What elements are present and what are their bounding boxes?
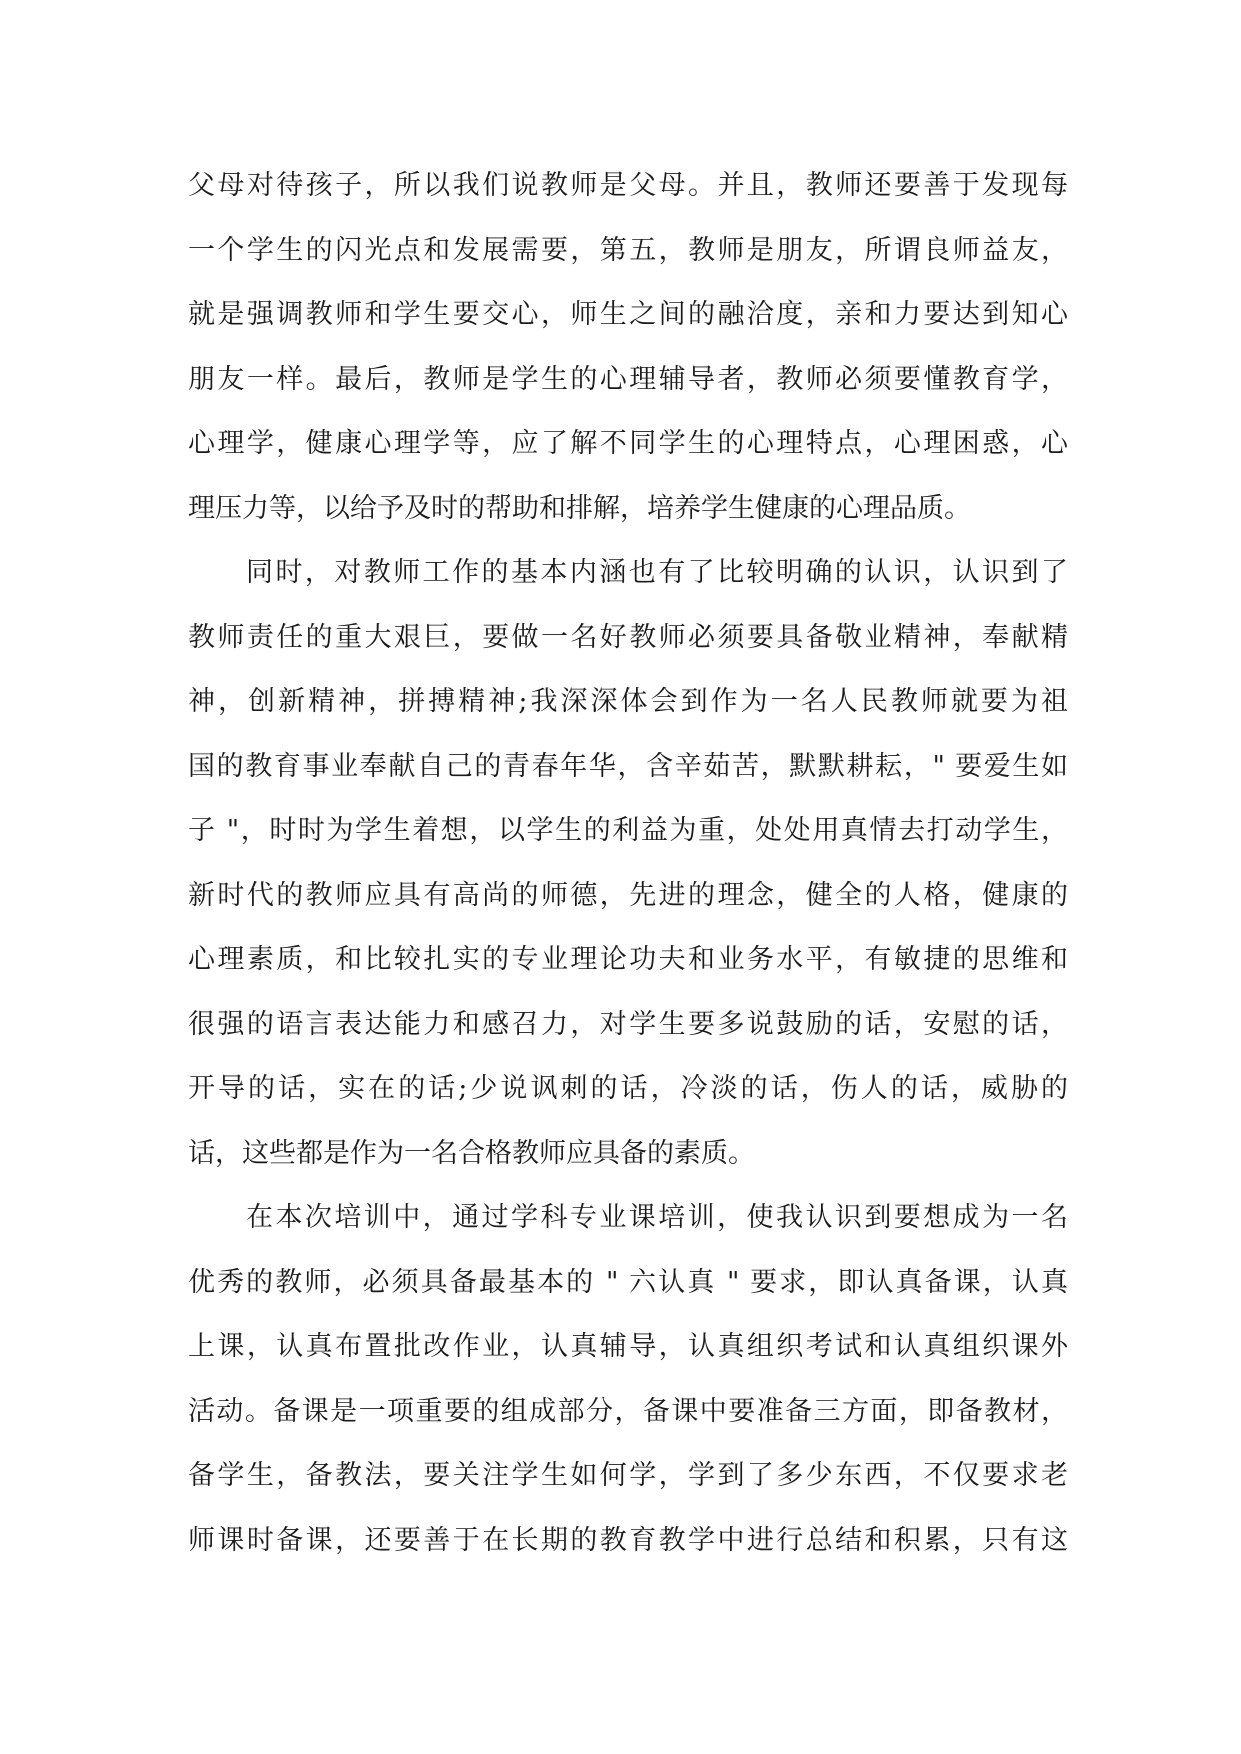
- text-line: 神，创新精神，拼搏精神;我深深体会到作为一名人民教师就要为祖: [188, 686, 1068, 717]
- paragraph-3: [188, 1186, 1068, 1573]
- text-line: 优秀的教师，必须具备最基本的 " 六认真 " 要求，即认真备课，认真: [188, 1266, 1068, 1298]
- text-line: 备学生，备教法，要关注学生如何学，学到了多少东西，不仅要求老: [188, 1460, 1068, 1491]
- text-line: 心理素质，和比较扎实的专业理论功夫和业务水平，有敏捷的思维和: [188, 944, 1068, 975]
- text-line: 同时，对教师工作的基本内涵也有了比较明确的认识，认识到了: [246, 557, 1068, 588]
- text-line: 一个学生的闪光点和发展需要，第五，教师是朋友，所谓良师益友，: [188, 234, 1068, 266]
- body-text: [188, 154, 1068, 1573]
- text-line: 国的教育事业奉献自己的青春年华，含辛茹苦，默默耕耘，" 要爱生如: [188, 750, 1068, 782]
- text-line: 活动。备课是一项重要的组成部分，备课中要准备三方面，即备教材，: [188, 1395, 1068, 1427]
- text-line: 教师责任的重大艰巨，要做一名好教师必须要具备敬业精神，奉献精: [188, 621, 1068, 653]
- text-line: 子 "，时时为学生着想，以学生的利益为重，处处用真情去打动学生，: [188, 815, 1068, 846]
- text-line: 心理学，健康心理学等，应了解不同学生的心理特点，心理困惑，心: [188, 428, 1068, 459]
- text-line: 开导的话，实在的话;少说讽刺的话，冷淡的话，伤人的话，威胁的: [188, 1073, 1068, 1104]
- text-line: 理压力等，以给予及时的帮助和排解，培养学生健康的心理品质。: [188, 492, 971, 524]
- text-line: 很强的语言表达能力和感召力，对学生要多说鼓励的话，安慰的话，: [188, 1008, 1068, 1040]
- text-line: 师课时备课，还要善于在长期的教育教学中进行总结和积累，只有这: [188, 1524, 1068, 1556]
- text-line: 就是强调教师和学生要交心，师生之间的融洽度，亲和力要达到知心: [188, 299, 1068, 330]
- text-line: 话，这些都是作为一名合格教师应具备的素质。: [188, 1137, 755, 1169]
- text-line: 朋友一样。最后，教师是学生的心理辅导者，教师必须要懂教育学，: [188, 363, 1068, 395]
- text-line: 上课，认真布置批改作业，认真辅导，认真组织考试和认真组织课外: [188, 1331, 1068, 1362]
- paragraph-1: [188, 154, 1068, 541]
- text-line: 新时代的教师应具有高尚的师德，先进的理念，健全的人格，健康的: [188, 879, 1068, 911]
- text-line: 父母对待孩子，所以我们说教师是父母。并且，教师还要善于发现每: [188, 170, 1068, 201]
- text-line: 在本次培训中，通过学科专业课培训，使我认识到要想成为一名: [246, 1202, 1068, 1233]
- paragraph-2: [188, 541, 1068, 1186]
